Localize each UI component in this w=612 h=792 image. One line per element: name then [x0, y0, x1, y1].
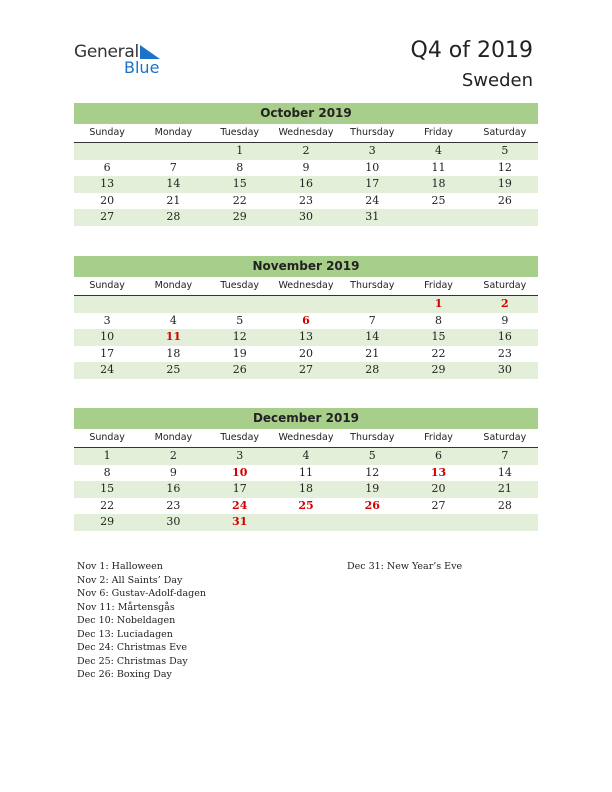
day-cell: 17 — [100, 346, 115, 360]
weekday-label: Wednesday — [278, 127, 334, 138]
weekday-label: Sunday — [89, 432, 125, 443]
day-cell: 13 — [100, 177, 115, 190]
week-row — [74, 296, 538, 313]
day-cell: 22 — [100, 498, 115, 512]
day-cell — [273, 296, 339, 313]
day-cell: 20 — [431, 482, 446, 495]
day-cell — [472, 514, 538, 531]
day-cell: 15 — [100, 482, 115, 495]
day-cell: 19 — [232, 346, 247, 360]
day-cell: 5 — [368, 449, 376, 462]
day-cell: 25 — [431, 193, 446, 207]
day-cell — [140, 143, 206, 160]
week-row — [74, 209, 538, 226]
weekday-label: Thursday — [350, 280, 395, 291]
day-cell: 23 — [497, 346, 512, 360]
week-row — [74, 313, 538, 330]
month-calendar — [74, 256, 538, 379]
day-cell: 16 — [298, 177, 313, 190]
day-cell: 28 — [497, 498, 512, 512]
day-cell: 16 — [497, 330, 512, 343]
logo-text-blue: Blue — [124, 58, 160, 77]
day-cell: 26 — [497, 193, 512, 207]
day-cell: 18 — [298, 482, 313, 495]
weekday-label: Sunday — [89, 127, 125, 138]
day-cell: 9 — [302, 160, 310, 174]
weekday-label: Thursday — [350, 432, 395, 443]
day-cell: 1 — [434, 297, 443, 310]
holiday-note: Dec 25: Christmas Day — [77, 655, 188, 667]
day-cell: 27 — [431, 498, 446, 512]
week-row — [74, 514, 538, 531]
day-cell: 8 — [435, 313, 443, 327]
holiday-note: Dec 24: Christmas Eve — [77, 642, 188, 653]
day-cell: 30 — [298, 210, 313, 223]
day-cell: 8 — [103, 465, 111, 479]
week-row — [74, 329, 538, 346]
week-row — [74, 143, 538, 160]
month-calendar — [74, 103, 538, 226]
day-cell: 31 — [232, 515, 248, 528]
day-cell: 6 — [302, 313, 310, 327]
week-row — [74, 481, 538, 498]
day-cell: 8 — [236, 160, 244, 174]
day-cell: 29 — [232, 210, 247, 223]
holiday-list-left — [77, 560, 206, 682]
day-cell: 26 — [364, 498, 380, 512]
day-cell — [74, 296, 140, 313]
day-cell: 30 — [166, 515, 181, 528]
day-cell — [140, 296, 206, 313]
weekday-label: Wednesday — [278, 432, 334, 443]
day-cell: 11 — [298, 465, 313, 479]
day-cell: 3 — [236, 449, 244, 462]
day-cell: 30 — [497, 363, 512, 376]
day-cell: 12 — [365, 465, 380, 479]
day-cell: 10 — [365, 160, 380, 174]
weekday-label: Monday — [154, 127, 193, 138]
weekday-label: Monday — [154, 432, 193, 443]
day-cell: 21 — [365, 346, 380, 360]
holiday-note: Dec 10: Nobeldagen — [77, 615, 176, 626]
day-cell: 11 — [431, 160, 446, 174]
week-row — [74, 160, 538, 177]
weekday-header-row — [74, 429, 538, 448]
day-cell: 7 — [501, 449, 509, 462]
day-cell: 3 — [103, 313, 111, 327]
day-cell: 22 — [232, 193, 247, 207]
weekday-label: Thursday — [350, 127, 395, 138]
weekday-label: Saturday — [483, 432, 527, 443]
day-cell: 2 — [169, 449, 177, 462]
holiday-list-right — [347, 560, 462, 574]
day-cell: 13 — [298, 330, 313, 343]
day-cell: 18 — [431, 177, 446, 190]
logo — [74, 42, 184, 78]
day-cell: 28 — [365, 363, 380, 376]
day-cell: 28 — [166, 210, 181, 223]
day-cell — [74, 143, 140, 160]
day-cell: 27 — [298, 363, 313, 376]
day-cell: 14 — [166, 177, 181, 190]
weekday-header-row — [74, 124, 538, 143]
day-cell: 9 — [501, 313, 509, 327]
day-cell: 4 — [169, 313, 177, 327]
day-cell: 14 — [497, 465, 512, 479]
weekday-header-row — [74, 277, 538, 296]
day-cell: 19 — [497, 177, 512, 190]
holiday-note: Nov 11: Mårtensgås — [77, 601, 175, 613]
day-cell: 21 — [497, 482, 512, 495]
day-cell: 20 — [298, 346, 313, 360]
weekday-label: Friday — [424, 280, 453, 291]
day-cell: 4 — [302, 449, 310, 462]
holiday-note: Dec 31: New Year’s Eve — [347, 561, 463, 572]
weekday-label: Monday — [154, 280, 193, 291]
day-cell: 2 — [501, 297, 509, 310]
country-name: Sweden — [461, 70, 533, 91]
weekday-label: Friday — [424, 432, 453, 443]
holiday-note: Nov 2: All Saints’ Day — [77, 574, 183, 586]
day-cell: 13 — [430, 465, 447, 479]
holiday-note: Dec 13: Luciadagen — [77, 628, 173, 640]
day-cell: 6 — [103, 160, 111, 174]
day-cell: 22 — [431, 346, 446, 360]
day-cell: 29 — [100, 515, 115, 528]
day-cell: 23 — [298, 193, 313, 207]
day-cell: 17 — [232, 482, 247, 495]
day-cell: 24 — [365, 193, 380, 207]
page-title: Q4 of 2019 — [410, 38, 533, 63]
day-cell: 18 — [166, 346, 181, 360]
day-cell: 1 — [103, 449, 111, 462]
day-cell: 16 — [166, 482, 181, 495]
day-cell: 5 — [501, 144, 509, 157]
day-cell: 20 — [100, 193, 115, 207]
day-cell — [339, 296, 405, 313]
day-cell: 26 — [232, 363, 247, 376]
day-cell: 14 — [365, 330, 380, 343]
week-row — [74, 176, 538, 193]
day-cell: 19 — [365, 482, 380, 495]
day-cell: 24 — [100, 363, 115, 376]
day-cell: 12 — [232, 330, 247, 343]
day-cell: 4 — [435, 144, 443, 157]
day-cell: 10 — [232, 465, 248, 479]
month-title: October 2019 — [74, 103, 538, 124]
day-cell: 9 — [169, 465, 177, 479]
weekday-label: Friday — [424, 127, 453, 138]
holiday-note: Dec 26: Boxing Day — [77, 669, 172, 680]
week-row — [74, 362, 538, 379]
weekday-label: Saturday — [483, 280, 527, 291]
day-cell — [339, 514, 405, 531]
month-calendar — [74, 408, 538, 531]
day-cell: 1 — [236, 144, 244, 157]
day-cell: 7 — [368, 313, 376, 327]
day-cell: 24 — [232, 498, 248, 512]
day-cell: 3 — [368, 144, 376, 157]
day-cell — [405, 514, 471, 531]
day-cell: 2 — [302, 144, 310, 157]
holiday-note: Nov 1: Halloween — [77, 561, 163, 572]
weekday-label: Tuesday — [220, 127, 260, 138]
month-title: December 2019 — [74, 408, 538, 429]
week-row — [74, 465, 538, 482]
day-cell: 29 — [431, 363, 446, 376]
day-cell — [207, 296, 273, 313]
logo-text-general: General — [74, 42, 139, 62]
day-cell: 25 — [298, 498, 314, 512]
day-cell: 6 — [435, 449, 443, 462]
day-cell: 27 — [100, 210, 115, 223]
day-cell: 31 — [365, 210, 380, 223]
weekday-label: Sunday — [89, 280, 125, 291]
weekday-label: Wednesday — [278, 280, 334, 291]
day-cell: 10 — [100, 330, 115, 343]
day-cell: 12 — [497, 160, 512, 174]
day-cell: 7 — [169, 160, 177, 174]
weekday-label: Tuesday — [220, 432, 260, 443]
day-cell — [472, 209, 538, 226]
day-cell: 21 — [166, 193, 181, 207]
day-cell: 5 — [236, 313, 244, 327]
day-cell: 25 — [166, 363, 181, 376]
weekday-label: Saturday — [483, 127, 527, 138]
day-cell: 15 — [232, 177, 247, 190]
week-row — [74, 448, 538, 465]
day-cell: 23 — [166, 498, 181, 512]
week-row — [74, 498, 538, 515]
month-title: November 2019 — [74, 256, 538, 277]
day-cell — [273, 514, 339, 531]
weekday-label: Tuesday — [220, 280, 260, 291]
week-row — [74, 346, 538, 363]
day-cell: 11 — [165, 330, 182, 343]
day-cell: 17 — [365, 177, 380, 190]
week-row — [74, 193, 538, 210]
day-cell — [405, 209, 471, 226]
holiday-note: Nov 6: Gustav-Adolf-dagen — [77, 588, 206, 599]
day-cell: 15 — [431, 330, 446, 343]
